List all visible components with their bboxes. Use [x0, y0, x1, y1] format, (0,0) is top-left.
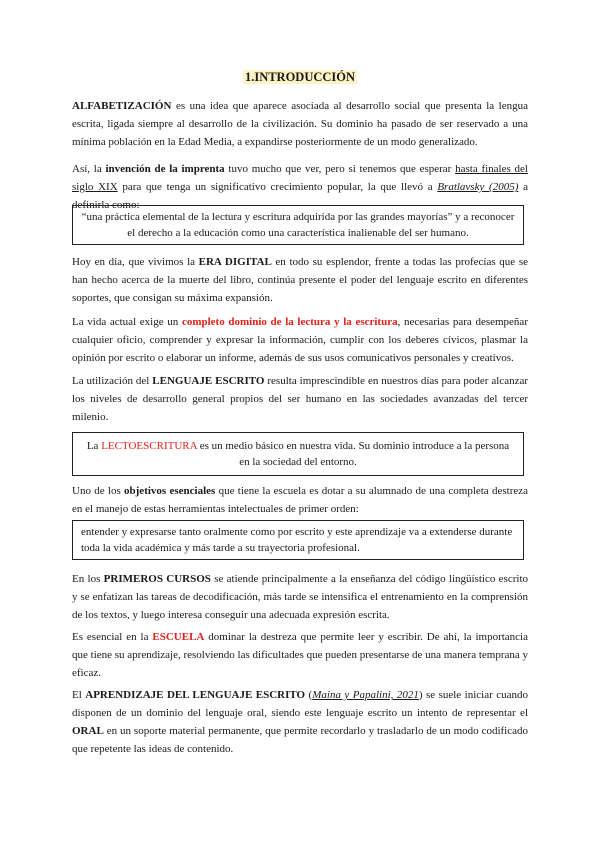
- term-lenguaje-escrito: LENGUAJE ESCRITO: [152, 375, 265, 387]
- paragraph-alfabetizacion: [72, 97, 528, 151]
- paragraph-vida-actual: [72, 313, 528, 367]
- paragraph-text: ) se suele iniciar cuando disponen de un dominio del lenguaje oral, siendo este lenguaje escrito un intento de representar el: [72, 689, 528, 719]
- paragraph-text: es una idea que aparece asociada al desarrollo social que presenta la lengua escrita, ligada siempre al desarrollo de la civilización. Su dominio ha pasado de ser reservado a una mínima población en la Edad Media, a expandirse posteriormente de un modo generalizado.: [72, 100, 528, 148]
- paragraph-text: en un soporte material permanente, que permite recordarlo y trasladarlo de un modo codificado que repetente las ideas de contenido.: [72, 725, 528, 755]
- paragraph-escuela: [72, 628, 528, 682]
- box-text: La: [86, 440, 102, 452]
- term-oral: ORAL: [72, 725, 104, 737]
- paragraph-text: a definirla como:: [72, 181, 528, 211]
- paragraph-text: La utilización del: [72, 375, 153, 387]
- paragraph-primeros-cursos: [72, 570, 528, 624]
- quote-box: [72, 205, 524, 245]
- term-objetivos: objetivos esenciales: [124, 485, 216, 497]
- lectoescritura-box: [72, 432, 524, 476]
- term-dominio-lectura: completo dominio de la lectura y la escritura: [181, 316, 398, 328]
- citation-bratlavsky: Bratlavsky (2005): [437, 181, 519, 193]
- paragraph-text: tuvo mucho que ver, pero si tenemos que esperar: [224, 163, 456, 175]
- paragraph-text: dominar la destreza que permite leer y escribir. De ahí, la importancia que tiene su aprendizaje, resolviendo las dificultades que pueden presentarse de una manera temprana y eficaz.: [72, 631, 529, 679]
- term-era-digital: ERA DIGITAL: [198, 256, 272, 268]
- paragraph-objetivos: [72, 482, 528, 518]
- paragraph-text: (: [305, 689, 313, 701]
- section-title-text: 1.INTRODUCCIÓN: [244, 70, 356, 84]
- objetivos-box: [72, 520, 524, 560]
- citation-maina: Maina y Papalini, 2021: [312, 689, 419, 701]
- paragraph-text: se atiende principalmente a la enseñanza del código lingüístico escrito y se enfatizan las tareas de decodificación, más tarde se intensifica el entrenamiento en la comprensión de los textos, y luego interesa conseguir una adecuada expresión escrita.: [72, 573, 528, 621]
- paragraph-text: Es esencial en la: [72, 631, 153, 643]
- paragraph-text: Hoy en día, que vivimos la: [72, 256, 199, 268]
- paragraph-text: Uno de los: [72, 485, 125, 497]
- paragraph-text: , necesarias para desempeñar cualquier oficio, comprender y expresar la información, cumplir con los deberes cívicos, plasmar la opinión por escrito o elaborar un informe, además de sus usos comunicativos personales y creativos.: [72, 316, 528, 364]
- paragraph-text: para que tenga un significativo crecimiento popular, la que llevó a: [117, 181, 438, 193]
- paragraph-text: La vida actual exige un: [72, 316, 182, 328]
- term-aprendizaje: APRENDIZAJE DEL LENGUAJE ESCRITO: [85, 689, 306, 701]
- term-primeros-cursos: PRIMEROS CURSOS: [103, 573, 211, 585]
- term-lectoescritura: LECTOESCRITURA: [101, 440, 197, 452]
- box-text: es un medio básico en nuestra vida. Su dominio introduce a la persona en la sociedad del entorno.: [196, 440, 510, 468]
- term-imprenta: invención de la imprenta: [105, 163, 225, 175]
- section-title: [0, 69, 600, 85]
- paragraph-text: Así, la: [72, 163, 106, 175]
- underlined-phrase: hasta finales del siglo XIX: [72, 163, 528, 193]
- term-alfabetizacion: ALFABETIZACIÓN: [72, 100, 172, 112]
- paragraph-text: En los: [72, 573, 104, 585]
- paragraph-lenguaje-escrito: [72, 372, 528, 426]
- paragraph-era-digital: [72, 253, 528, 307]
- quote-text: “una práctica elemental de la lectura y escritura adquirida por las grandes mayorías” y a reconocer el derecho a la educación como una característica inalienable del ser humano.: [81, 211, 515, 239]
- paragraph-text: El: [72, 689, 86, 701]
- paragraph-aprendizaje: [72, 686, 528, 758]
- term-escuela: ESCUELA: [152, 631, 205, 643]
- paragraph-text: resulta imprescindible en nuestros días para poder alcanzar los niveles de desarrollo general propios del ser humano en las sociedades avanzadas del tercer milenio.: [72, 375, 528, 423]
- paragraph-text: en todo su esplendor, frente a todas las profecías que se han hecho acerca de la muerte del libro, continúa presente el poder del lenguaje escrito en diferentes soportes, que consigan su máxima expansión.: [72, 256, 528, 304]
- paragraph-text: que tiene la escuela es dotar a su alumnado de una completa destreza en el manejo de estas herramientas intelectuales de primer orden:: [72, 485, 529, 515]
- box-text: entender y expresarse tanto oralmente como por escrito y este aprendizaje va a extenderse durante toda la vida académica y más tarde a su trayectoria profesional.: [81, 526, 513, 554]
